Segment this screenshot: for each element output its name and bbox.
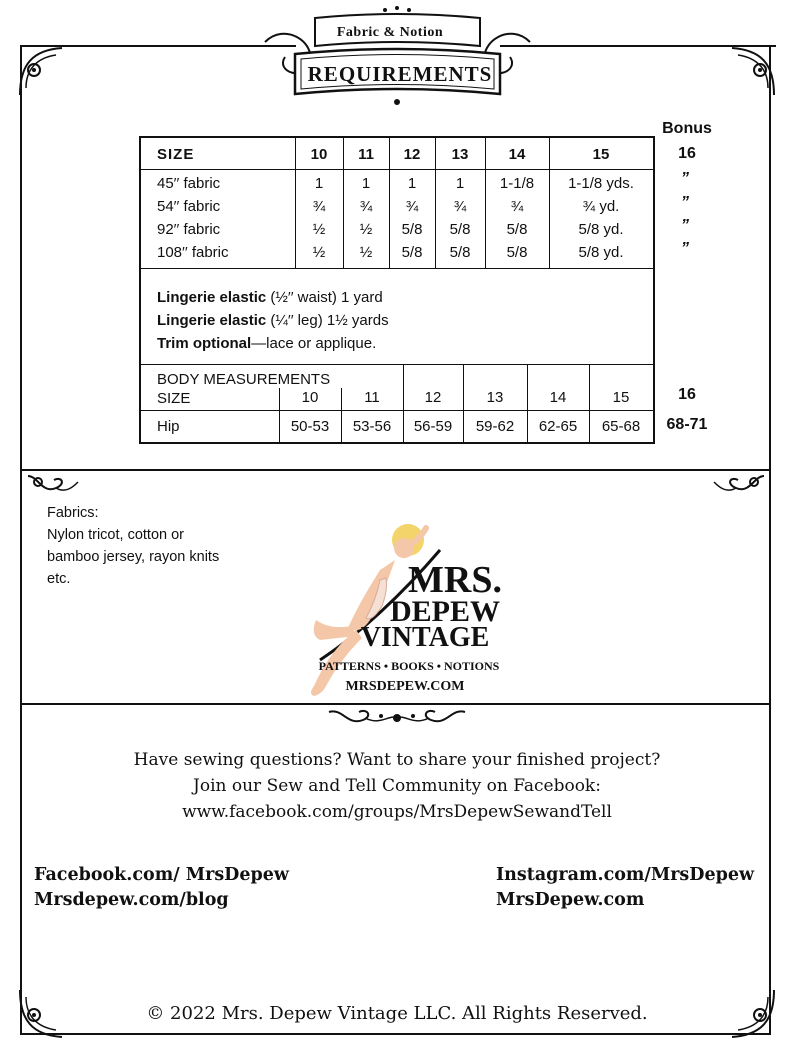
- fabric-cell: ¾: [453, 198, 467, 215]
- fabrics-line: Nylon tricot, cotton or: [47, 527, 184, 543]
- fabrics-note: [47, 502, 219, 590]
- bonus-hip: 68-71: [666, 416, 708, 433]
- fabrics-line: Fabrics:: [47, 505, 99, 521]
- bonus-ditto: ”: [681, 240, 689, 257]
- fabric-cell: ½: [312, 244, 326, 261]
- fabric-cell: 1: [455, 175, 465, 192]
- body-size-col: 13: [486, 389, 504, 406]
- hip-cell: 65-68: [601, 418, 641, 435]
- body-size-underline: [141, 410, 653, 411]
- size-col-header: 15: [592, 146, 610, 163]
- bonus-body-size: 16: [678, 386, 696, 403]
- frame-right: [769, 45, 771, 1035]
- notion-item: Trim optional—lace or applique.: [157, 335, 377, 352]
- fabric-section-bottom: [141, 268, 653, 269]
- fabric-row-label: 45′′ fabric: [157, 175, 221, 192]
- banner-subtitle: Fabric & Notion: [336, 25, 444, 40]
- logo-tagline: PATTERNS • BOOKS • NOTIONS: [318, 659, 500, 673]
- hip-cell: 56-59: [413, 418, 453, 435]
- body-size-col: 10: [301, 389, 319, 406]
- fabric-cell: ¾ yd.: [582, 198, 620, 215]
- notion-item: Lingerie elastic (½′′ waist) 1 yard: [157, 289, 383, 306]
- hip-cell: 59-62: [475, 418, 515, 435]
- header-underline: [141, 169, 653, 170]
- fabric-cell: 5/8: [401, 244, 423, 261]
- body-size-col: 11: [364, 389, 380, 406]
- size-col-header: 11: [358, 146, 374, 163]
- fabric-cell: 1-1/8 yds.: [568, 175, 634, 192]
- notion-item: Lingerie elastic (¼′′ leg) 1½ yards: [157, 312, 389, 329]
- fabric-cell: ½: [359, 244, 373, 261]
- fabric-cell: 1: [361, 175, 371, 192]
- hip-cell: 62-65: [538, 418, 578, 435]
- bonus-ditto: ”: [681, 194, 689, 211]
- fabric-row-label: 54′′ fabric: [157, 198, 221, 215]
- logo-url: MRSDEPEW.COM: [345, 679, 465, 694]
- copyright: © 2022 Mrs. Depew Vintage LLC. All Rights Reserved.: [146, 1003, 648, 1024]
- fabric-cell: 1: [407, 175, 417, 192]
- bonus-ditto: ”: [681, 170, 689, 187]
- notions-list: [157, 286, 389, 355]
- ornament-center-icon: [325, 706, 469, 730]
- community-link[interactable]: www.facebook.com/groups/MrsDepewSewandTell: [182, 802, 612, 822]
- hip-cell: 53-56: [352, 418, 392, 435]
- fabric-cell: 5/8: [506, 221, 528, 238]
- fabrics-line: etc.: [47, 571, 71, 587]
- divider-upper: [20, 469, 771, 471]
- frame-left: [20, 45, 22, 1035]
- size-col-header: 13: [451, 146, 469, 163]
- fabric-cell: 5/8: [449, 244, 471, 261]
- logo-line-vintage: VINTAGE: [360, 622, 490, 653]
- fabrics-line: bamboo jersey, rayon knits: [47, 549, 220, 565]
- instagram-link[interactable]: Instagram.com/MrsDepew: [496, 865, 755, 885]
- community-line: Join our Sew and Tell Community on Facebook:: [193, 776, 601, 796]
- fabric-cell: 5/8 yd.: [578, 221, 624, 238]
- ornament-left-icon: [26, 472, 80, 498]
- fabric-row-label: 92′′ fabric: [157, 221, 221, 238]
- fabric-cell: 5/8 yd.: [578, 244, 624, 261]
- bonus-label: Bonus: [662, 120, 712, 137]
- facebook-link[interactable]: Facebook.com/ MrsDepew: [34, 865, 289, 885]
- bonus-ditto: ”: [681, 217, 689, 234]
- requirements-table: [139, 136, 655, 444]
- fabric-cell: ¾: [312, 198, 326, 215]
- fabric-cell: ¾: [510, 198, 524, 215]
- website-link[interactable]: MrsDepew.com: [496, 890, 645, 910]
- fabric-row-label: 108′′ fabric: [157, 244, 229, 261]
- frame-bottom: [20, 1033, 771, 1035]
- fabric-cell: 5/8: [506, 244, 528, 261]
- body-size-label: SIZE: [157, 390, 191, 407]
- size-col-header: 14: [508, 146, 526, 163]
- body-size-col: 15: [612, 389, 630, 406]
- ornament-right-icon: [712, 472, 766, 498]
- community-line: Have sewing questions? Want to share your finished project?: [133, 750, 661, 770]
- fabric-cell: 1-1/8: [499, 175, 535, 192]
- hip-cell: 50-53: [290, 418, 330, 435]
- fabric-cell: 5/8: [401, 221, 423, 238]
- body-size-col: 14: [549, 389, 567, 406]
- divider-lower: [20, 703, 771, 705]
- size-col-header: 10: [310, 146, 328, 163]
- hip-label: Hip: [157, 418, 180, 435]
- logo-line-depew: DEPEW: [389, 595, 500, 628]
- banner-title: REQUIREMENTS: [307, 62, 493, 86]
- size-col-header: 12: [403, 146, 421, 163]
- fabric-cell: ½: [312, 221, 326, 238]
- flourish-top-left-icon: [12, 40, 72, 100]
- bonus-size: 16: [678, 145, 696, 162]
- fabric-cell: 1: [314, 175, 324, 192]
- fabric-cell: ¾: [359, 198, 373, 215]
- size-header: SIZE: [157, 146, 195, 163]
- fabric-cell: ½: [359, 221, 373, 238]
- fabric-cell: 5/8: [449, 221, 471, 238]
- body-size-col: 12: [424, 389, 442, 406]
- blog-link[interactable]: Mrsdepew.com/blog: [34, 890, 229, 910]
- logo-line-mrs: MRS.: [408, 559, 502, 601]
- fabric-cell: ¾: [405, 198, 419, 215]
- flourish-top-right-icon: [722, 40, 782, 100]
- notions-section-bottom: [141, 364, 653, 365]
- body-measurements-title: BODY MEASUREMENTS: [157, 371, 331, 388]
